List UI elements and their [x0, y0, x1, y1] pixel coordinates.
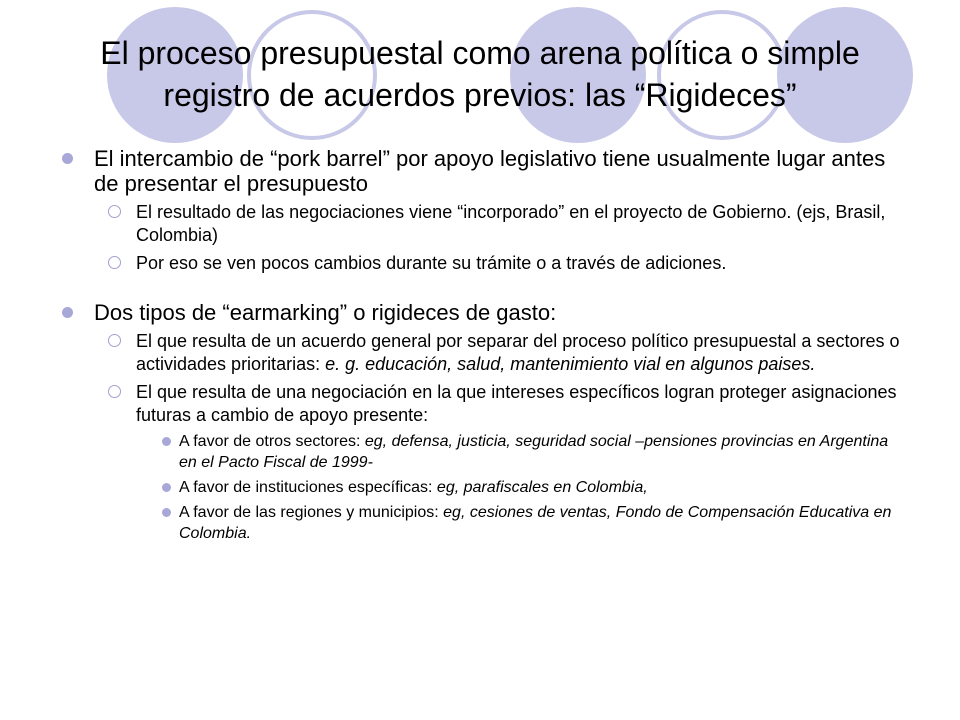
- item-text: A favor de otros sectores:: [179, 433, 365, 450]
- item-examples: eg, parafiscales en Colombia,: [436, 479, 648, 496]
- item-examples: eg, cesiones de ventas, Fondo de Compensación Educativa en Colombia.: [179, 504, 892, 542]
- item-regions-municipalities: [162, 502, 900, 544]
- bullet-dot-icon: [62, 153, 73, 164]
- sub-bullet-text: Por eso se ven pocos cambios durante su trámite o a través de adiciones.: [136, 253, 727, 273]
- sub-bullet-general-agreement: [108, 330, 900, 376]
- sub-bullet-text: El resultado de las negociaciones viene “incorporado” en el proyecto de Gobierno. (ejs, Brasil, Colombia): [136, 202, 886, 245]
- bullet-text: Dos tipos de “earmarking” o rigideces de gasto:: [94, 300, 557, 325]
- sub-bullet-text: El que resulta de un acuerdo general por separar del proceso político presupuestal a sectores o actividades prioritarias:: [136, 331, 900, 374]
- title-line-1: El proceso presupuestal como arena política o simple: [100, 35, 860, 71]
- item-text: A favor de las regiones y municipios:: [179, 504, 444, 521]
- sub-bullet-text: El que resulta de una negociación en la que intereses específicos logran proteger asignaciones futuras a cambio de apoyo presente:: [136, 382, 897, 425]
- sub-bullet-specific-negotiation: [108, 381, 900, 427]
- bullet-pork-barrel: [60, 146, 900, 196]
- bullet-earmarking: [60, 300, 900, 325]
- bullet-dot-icon: [162, 508, 171, 517]
- bullet-ring-icon: [108, 334, 121, 347]
- item-other-sectors: [162, 431, 900, 473]
- item-examples: eg, defensa, justicia, seguridad social –pensiones provincias en Argentina en el Pacto Fiscal de 1999-: [179, 433, 889, 471]
- bullet-dot-icon: [62, 307, 73, 318]
- sub-bullet-negotiations: [108, 201, 900, 247]
- bullet-dot-icon: [162, 483, 171, 492]
- bullet-dot-icon: [162, 437, 171, 446]
- bullet-text: El intercambio de “pork barrel” por apoyo legislativo tiene usualmente lugar antes de presentar el presupuesto: [94, 146, 886, 196]
- slide-content: [60, 146, 900, 544]
- sub-bullet-few-changes: [108, 252, 900, 275]
- item-text: A favor de instituciones específicas:: [179, 479, 437, 496]
- bullet-ring-icon: [108, 205, 121, 218]
- slide-title: [30, 32, 930, 116]
- item-specific-institutions: [162, 477, 900, 498]
- title-line-2: registro de acuerdos previos: las “Rigideces”: [163, 77, 797, 113]
- bullet-ring-icon: [108, 256, 121, 269]
- bullet-ring-icon: [108, 385, 121, 398]
- sub-bullet-examples: e. g. educación, salud, mantenimiento vial en algunos paises.: [325, 354, 816, 374]
